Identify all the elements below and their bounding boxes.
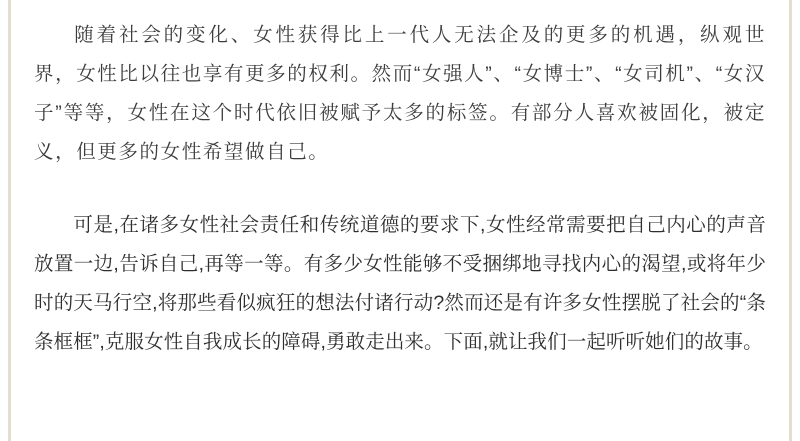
paragraph-1	[34, 16, 766, 172]
right-border-rule	[789, 0, 792, 441]
document-body	[34, 16, 766, 431]
paragraph-2-text: 可是,在诸多女性社会责任和传统道德的要求下,女性经常需要把自己内心的声音放置一边,告诉自己,再等一等。有多少女性能够不受捆绑地寻找内心的渴望,或将年少时的天马行空,将那些看似疯狂的想法付诸行动?然而还是有许多女性摆脱了社会的“条条框框”,克服女性自我成长的障碍,勇敢走出来。下面,就让我们一起听听她们的故事。	[34, 214, 766, 353]
paragraph-2	[34, 206, 766, 362]
left-border-rule	[8, 0, 11, 441]
paragraph-1-text: 随着社会的变化、女性获得比上一代人无法企及的更多的机遇，纵观世界，女性比以往也享有更多的权利。然而“女强人”、“女博士”、“女司机”、“女汉子”等等，女性在这个时代依旧被赋予太多的标签。有部分人喜欢被固化，被定义，但更多的女性希望做自己。	[34, 24, 766, 163]
